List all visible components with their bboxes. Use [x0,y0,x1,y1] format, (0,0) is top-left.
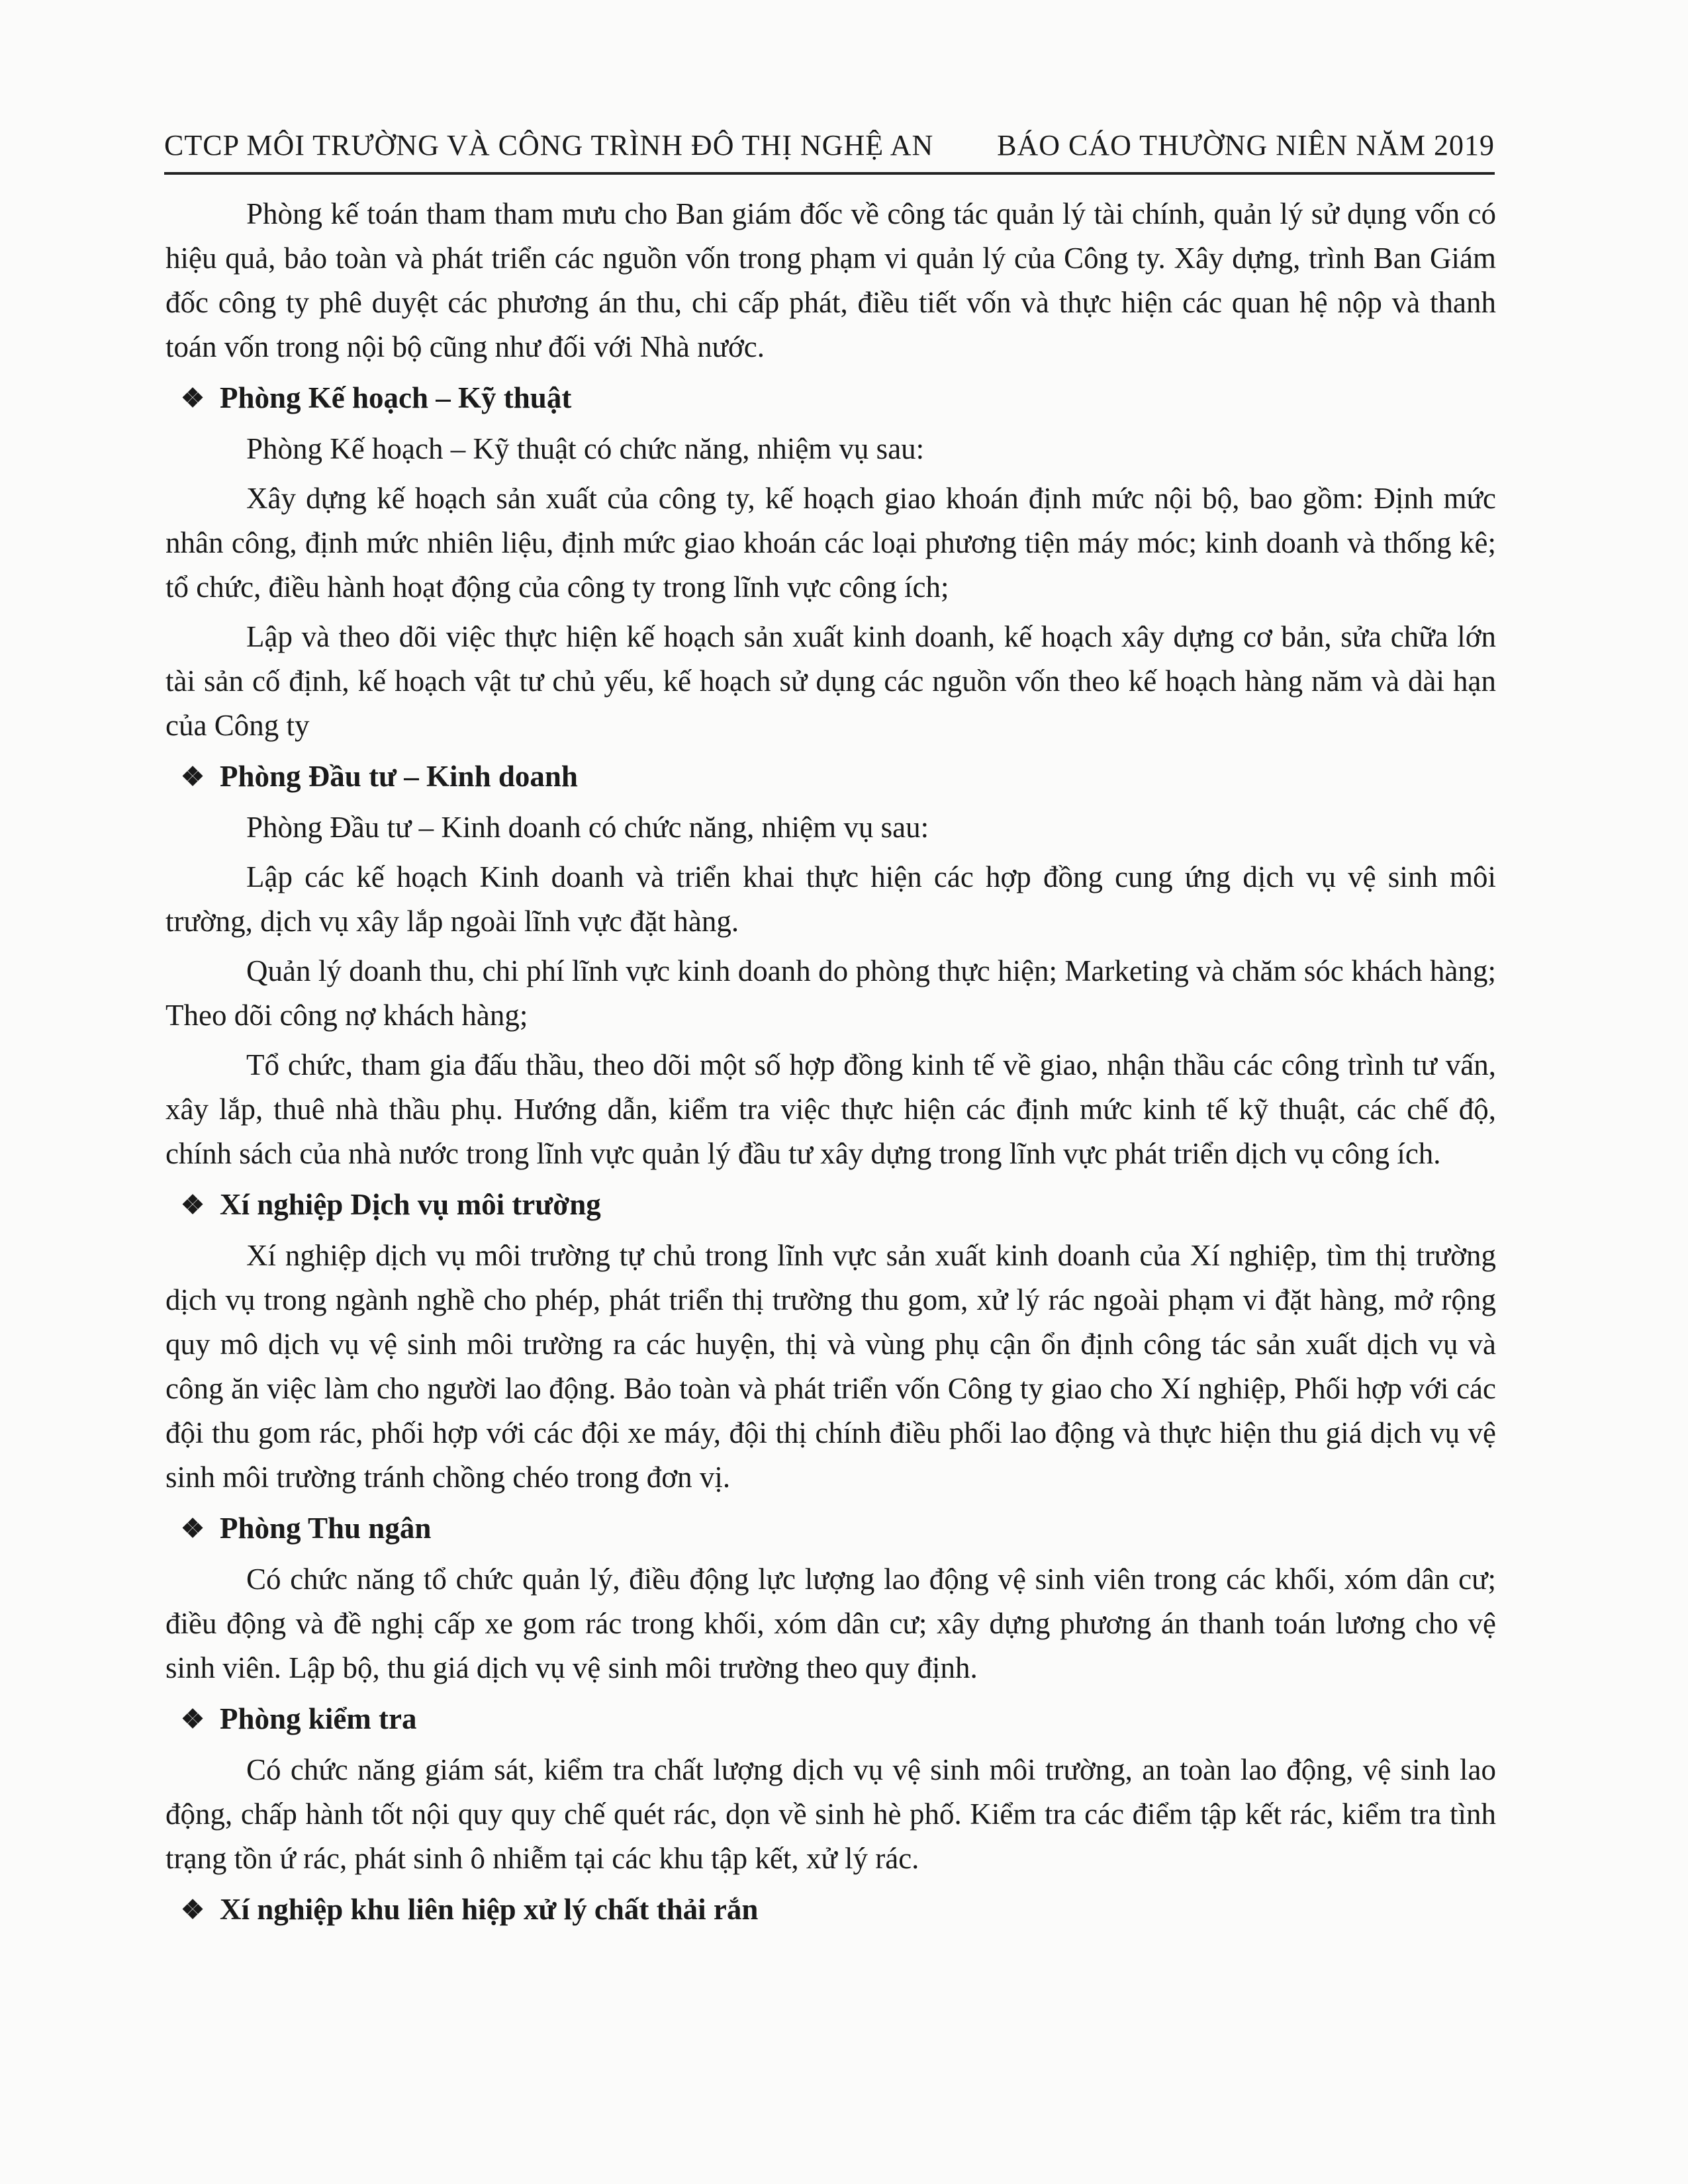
paragraph: Xí nghiệp dịch vụ môi trường tự chủ trong lĩnh vực sản xuất kinh doanh của Xí nghiệp, tìm thị trường dịch vụ trong ngành nghề cho phép, phát triển thị trường thu gom, xử lý rác ngoài phạm vi đặt hàng, mở rộng quy mô dịch vụ vệ sinh môi trường ra các huyện, thị và vùng phụ cận ổn định công tác sản xuất dịch vụ và công ăn việc làm cho người lao động. Bảo toàn và phát triển vốn Công ty giao cho Xí nghiệp, Phối hợp với các đội thu gom rác, phối hợp với các đội xe máy, đội thị chính điều phối lao động và thực hiện thu giá dịch vụ vệ sinh môi trường tránh chồng chéo trong đơn vị. [165,1239,1496,1494]
section [165,376,1496,748]
section [165,1697,1496,1881]
section [165,1888,1496,1932]
diamond-bullet-icon: ❖ [181,762,205,792]
diamond-bullet-icon: ❖ [181,1704,205,1734]
section [165,1506,1496,1690]
section-heading-text: Phòng kiểm tra [220,1702,417,1735]
section [165,754,1496,1176]
paragraph: Lập các kế hoạch Kinh doanh và triển khai thực hiện các hợp đồng cung ứng dịch vụ vệ sinh môi trường, dịch vụ xây lắp ngoài lĩnh vực đặt hàng. [165,860,1496,938]
paragraph: Xây dựng kế hoạch sản xuất của công ty, kế hoạch giao khoán định mức nội bộ, bao gồm: Định mức nhân công, định mức nhiên liệu, định mức giao khoán các loại phương tiện máy móc; kinh doanh và thống kê; tổ chức, điều hành hoạt động của công ty trong lĩnh vực công ích; [165,482,1496,604]
section-heading [165,376,1496,420]
header-company: CTCP MÔI TRƯỜNG VÀ CÔNG TRÌNH ĐÔ THỊ NGHỆ AN [164,129,934,161]
diamond-bullet-icon: ❖ [181,1190,205,1220]
paragraph: Có chức năng giám sát, kiểm tra chất lượng dịch vụ vệ sinh môi trường, an toàn lao động, vệ sinh lao động, chấp hành tốt nội quy quy chế quét rác, dọn về sinh hè phố. Kiểm tra các điểm tập kết rác, kiểm tra tình trạng tồn ứ rác, phát sinh ô nhiễm tại các khu tập kết, xử lý rác. [165,1753,1496,1875]
paragraph: Phòng Kế hoạch – Kỹ thuật có chức năng, nhiệm vụ sau: [246,432,925,465]
section-heading-text: Xí nghiệp khu liên hiệp xử lý chất thải rắn [220,1893,759,1926]
paragraph: Có chức năng tổ chức quản lý, điều động lực lượng lao động vệ sinh viên trong các khối, xóm dân cư; điều động và đề nghị cấp xe gom rác trong khối, xóm dân cư; xây dựng phương án thanh toán lương cho vệ sinh viên. Lập bộ, thu giá dịch vụ vệ sinh môi trường theo quy định. [165,1563,1496,1684]
diamond-bullet-icon: ❖ [181,1895,205,1925]
paragraph: Quản lý doanh thu, chi phí lĩnh vực kinh doanh do phòng thực hiện; Marketing và chăm sóc khách hàng; Theo dõi công nợ khách hàng; [165,954,1496,1032]
page-header [164,119,1495,175]
section-heading-text: Xí nghiệp Dịch vụ môi trường [220,1188,601,1221]
section-heading [165,1697,1496,1741]
diamond-bullet-icon: ❖ [181,1514,205,1543]
section-heading [165,1506,1496,1551]
header-report-title: BÁO CÁO THƯỜNG NIÊN NĂM 2019 [997,129,1495,161]
paragraph: Phòng Đầu tư – Kinh doanh có chức năng, nhiệm vụ sau: [246,811,929,844]
section-heading [165,1183,1496,1227]
document-body [165,192,1496,1938]
paragraph: Phòng kế toán tham tham mưu cho Ban giám đốc về công tác quản lý tài chính, quản lý sử dụng vốn có hiệu quả, bảo toàn và phát triển các nguồn vốn trong phạm vi quản lý của Công ty. Xây dựng, trình Ban Giám đốc công ty phê duyệt các phương án thu, chi cấp phát, điều tiết vốn và thực hiện các quan hệ nộp và thanh toán vốn trong nội bộ cũng như đối với Nhà nước. [165,197,1496,363]
section [165,192,1496,369]
diamond-bullet-icon: ❖ [181,383,205,413]
paragraph: Tổ chức, tham gia đấu thầu, theo dõi một số hợp đồng kinh tế về giao, nhận thầu các công trình tư vấn, xây lắp, thuê nhà thầu phụ. Hướng dẫn, kiểm tra việc thực hiện các định mức kinh tế kỹ thuật, các chế độ, chính sách của nhà nước trong lĩnh vực quản lý đầu tư xây dựng trong lĩnh vực phát triển dịch vụ công ích. [165,1048,1496,1170]
paragraph: Lập và theo dõi việc thực hiện kế hoạch sản xuất kinh doanh, kế hoạch xây dựng cơ bản, sửa chữa lớn tài sản cố định, kế hoạch vật tư chủ yếu, kế hoạch sử dụng các nguồn vốn theo kế hoạch hàng năm và dài hạn của Công ty [165,620,1496,742]
section-heading [165,1888,1496,1932]
section [165,1183,1496,1500]
section-heading [165,754,1496,799]
section-heading-text: Phòng Thu ngân [220,1512,432,1545]
section-heading-text: Phòng Kế hoạch – Kỹ thuật [220,381,572,414]
section-heading-text: Phòng Đầu tư – Kinh doanh [220,760,578,793]
